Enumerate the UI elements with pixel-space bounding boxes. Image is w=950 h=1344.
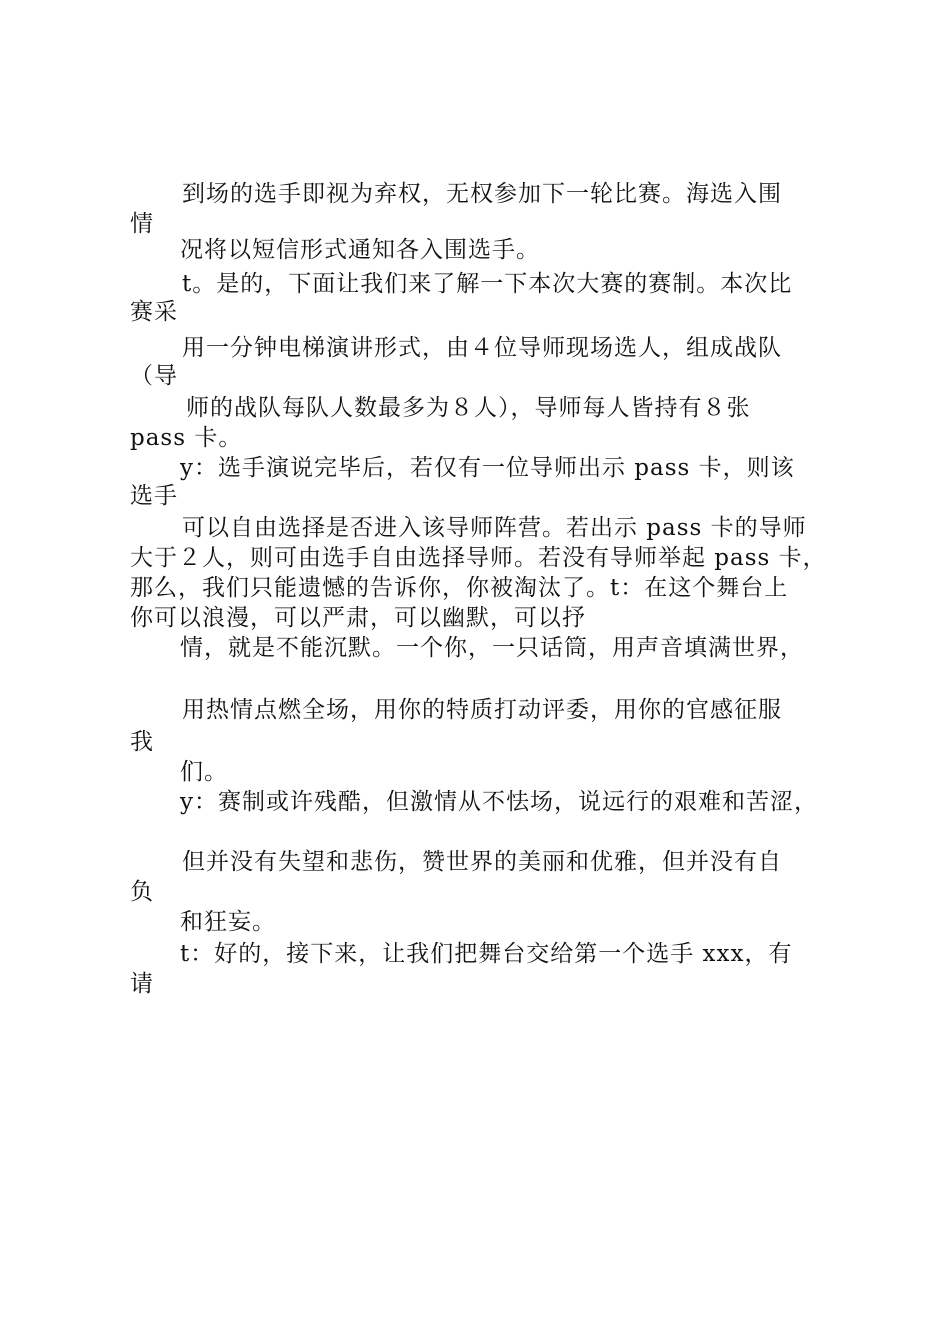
text-line: 用一分钟电梯演讲形式，由４位导师现场选人，组成战队 — [182, 335, 782, 361]
text-line: 可以自由选择是否进入该导师阵营。若出示 pass 卡的导师 — [182, 515, 807, 541]
text-line: 和狂妄。 — [180, 909, 276, 935]
text-line: 况将以短信形式通知各入围选手。 — [180, 237, 540, 263]
text-line: 师的战队每队人数最多为８人），导师每人皆持有８张 — [186, 395, 751, 421]
text-line: 那么，我们只能遗憾的告诉你，你被淘汰了。t：在这个舞台上 — [130, 575, 789, 601]
text-line: 但并没有失望和悲伤，赞世界的美丽和优雅，但并没有自 — [182, 849, 782, 875]
text-line: 情 — [130, 211, 154, 237]
text-line: 用热情点燃全场，用你的特质打动评委，用你的官感征服 — [182, 697, 782, 723]
text-line: 到场的选手即视为弃权，无权参加下一轮比赛。海选入围 — [182, 181, 782, 207]
text-line: 你可以浪漫，可以严肃，可以幽默，可以抒 — [130, 605, 586, 631]
text-line: y：选手演说完毕后，若仅有一位导师出示 pass 卡，则该 — [180, 455, 795, 481]
text-line: 情，就是不能沉默。一个你，一只话筒，用声音填满世界， — [180, 635, 804, 661]
text-line: 请 — [130, 971, 154, 997]
text-line: 大于２人，则可由选手自由选择导师。若没有导师举起 pass 卡， — [130, 545, 827, 571]
text-line: pass 卡。 — [130, 425, 243, 451]
text-line: 负 — [130, 879, 154, 905]
text-line: t。是的，下面让我们来了解一下本次大赛的赛制。本次比 — [182, 271, 793, 297]
text-line: 我 — [130, 729, 154, 755]
text-line: （导 — [130, 363, 178, 389]
text-line: 们。 — [180, 759, 228, 785]
text-line: y：赛制或许残酷，但激情从不怯场，说远行的艰难和苦涩， — [180, 789, 818, 815]
text-line: 赛采 — [130, 299, 178, 325]
text-line: t：好的，接下来，让我们把舞台交给第一个选手 xxx，有 — [180, 941, 793, 967]
text-line: 选手 — [130, 483, 178, 509]
